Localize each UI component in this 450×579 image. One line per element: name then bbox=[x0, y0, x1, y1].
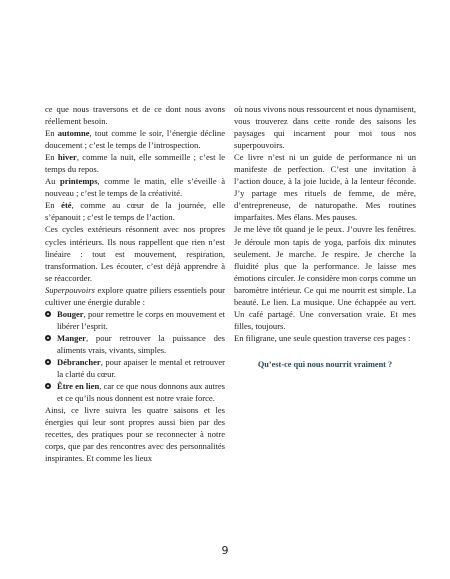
paragraph-autumn: En automne, tout comme le soir, l’énergie décline doucement ; c’est le temps de l’introspection. bbox=[45, 128, 225, 151]
page-number: 9 bbox=[221, 544, 229, 557]
pillar-item: Être en lien, car ce que nous donnons aux autres et ce qu’ils nous donnent est notre vraie force. bbox=[45, 380, 225, 404]
bullet-icon bbox=[45, 311, 51, 317]
paragraph: Ce livre n’est ni un guide de performance ni un manifeste de perfection. C’est une invitation à l’action douce, à la joie lucide, à la lenteur féconde. J’y partage mes rituels de femme, de mère, d’entrepreneuse, de naturopathe. Mes routines imparfaites. Mes élans. Mes pauses. bbox=[234, 152, 416, 223]
paragraph: Ainsi, ce livre suivra les quatre saisons et les énergies qui leur sont propres aussi bien par des recettes, des pratiques pour se reconnecter à notre corps, que par des rencontres avec des personnalités inspirantes. Et comme les lieux bbox=[45, 405, 225, 464]
pillar-item: Bouger, pour remettre le corps en mouvement et libérer l’esprit. bbox=[45, 308, 225, 332]
season-autumn: automne bbox=[57, 128, 90, 139]
paragraph: En filigrane, une seule question traverse ces pages : bbox=[234, 332, 411, 343]
season-winter: hiver bbox=[57, 152, 77, 163]
pillar-item: Manger, pour retrouver la puissance des aliments vrais, vivants, simples. bbox=[45, 332, 225, 356]
central-question: Qu’est-ce qui nous nourrit vraiment ? bbox=[257, 359, 393, 369]
paragraph-spring: Au printemps, comme le matin, elle s’éveille à nouveau ; c’est le temps de la créativité. bbox=[45, 176, 225, 199]
season-summer: été bbox=[61, 200, 72, 211]
paragraph-winter: En hiver, comme la nuit, elle sommeille ; c’est le temps du repos. bbox=[45, 152, 225, 175]
right-column bbox=[234, 103, 416, 371]
season-spring: printemps bbox=[60, 176, 98, 187]
paragraph-summer: En été, comme au cœur de la journée, elle s’épanouit ; c’est le temps de l’action. bbox=[45, 200, 225, 223]
paragraph: Ces cycles extérieurs résonnent avec nos propres cycles intérieurs. Ils nous rappellent que rien n’est linéaire : tout est mouvement, respiration, transformation. Les écouter, c’est déjà apprendre à se réaccorder. bbox=[45, 224, 225, 283]
paragraph: où nous vivons nous ressourcent et nous dynamisent, vous trouverez dans cette ronde des saisons les paysages qui incarnent pour moi tous nos superpouvoirs. bbox=[234, 104, 416, 151]
left-column bbox=[45, 103, 225, 464]
book-title: Superpouvoirs bbox=[45, 284, 95, 295]
bullet-icon bbox=[45, 383, 51, 389]
bullet-icon bbox=[45, 359, 51, 365]
pillar-item: Débrancher, pour apaiser le mental et retrouver la clarté du cœur. bbox=[45, 356, 225, 380]
paragraph: Je me lève tôt quand je le peux. J’ouvre les fenêtres. Je déroule mon tapis de yoga, parfois dix minutes seulement. Je marche. Je respire. Je cherche la fluidité plus que la performance. Je laisse mes émotions circuler. Je considère mon corps comme un baromètre intérieur. Ce qui me nourrit est simple. La beauté. Le lien. La musique. Une échappée au vert. Un café partagé. Une conversation vraie. Et mes filles, toujours. bbox=[234, 224, 416, 331]
bullet-icon bbox=[45, 335, 51, 341]
paragraph-superpouvoirs: Superpouvoirs explore quatre piliers essentiels pour cultiver une énergie durable : bbox=[45, 284, 225, 307]
paragraph: ce que nous traversons et de ce dont nous avons réellement besoin. bbox=[45, 104, 225, 127]
